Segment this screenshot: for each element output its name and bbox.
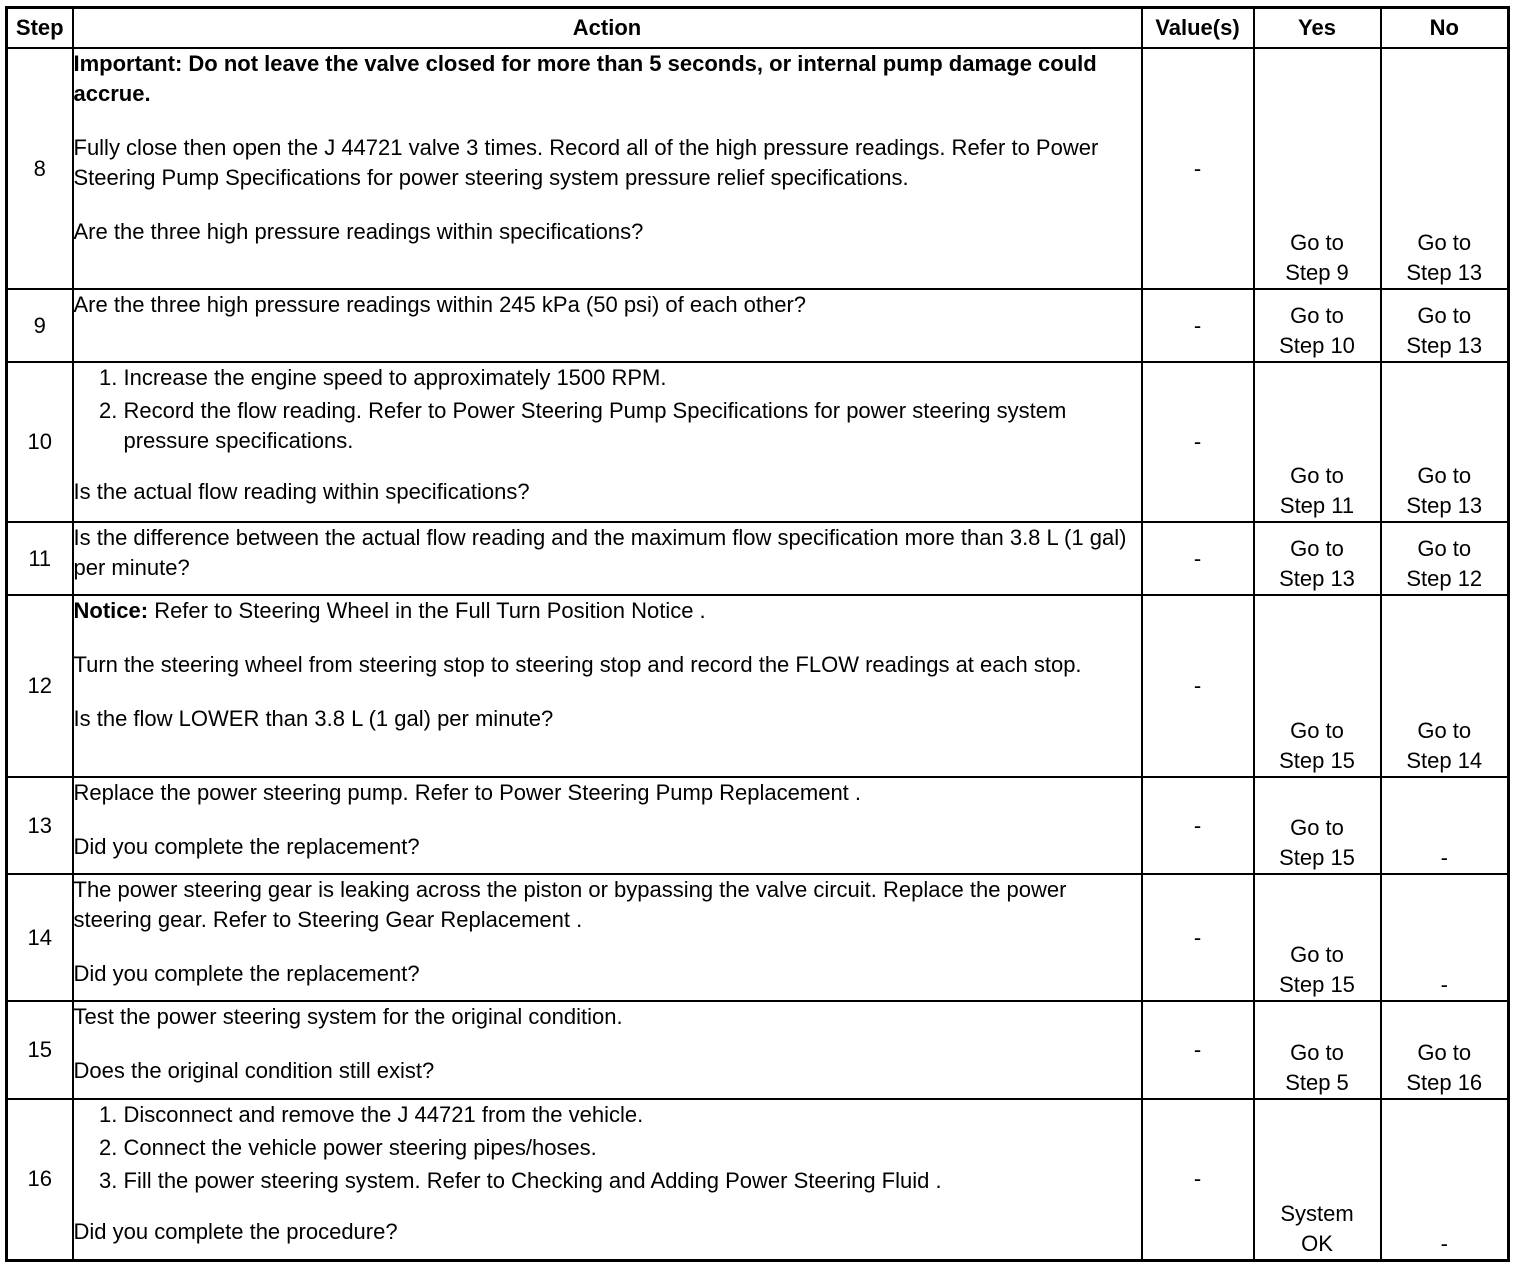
yes-line-1: Go to <box>1290 536 1344 561</box>
value-cell: - <box>1142 362 1254 522</box>
step-number: 11 <box>7 522 73 595</box>
yes-cell <box>1254 48 1381 289</box>
procedure-list <box>74 1100 1141 1196</box>
yes-cell <box>1254 595 1381 777</box>
header-row <box>7 8 1509 49</box>
table-row <box>7 362 1509 522</box>
instruction-text: Test the power steering system for the original condition. <box>73 1004 623 1029</box>
no-cell <box>1381 48 1509 289</box>
yes-line-2: Step 11 <box>1279 493 1355 518</box>
header-no: No <box>1381 8 1509 49</box>
no-cell <box>1381 289 1509 362</box>
no-cell <box>1381 362 1509 522</box>
no-line-2: Step 13 <box>1406 260 1483 285</box>
yes-line-1: Go to <box>1290 303 1344 328</box>
value-cell: - <box>1142 522 1254 595</box>
yes-line-2: OK <box>1301 1230 1333 1256</box>
question-text: Did you complete the procedure? <box>73 1219 398 1244</box>
list-item: 2. Connect the vehicle power steering pipes/hoses. <box>124 1133 1141 1163</box>
notice-label: Notice: <box>73 598 149 623</box>
table-row <box>7 595 1509 777</box>
notice-text: Refer to Steering Wheel in the Full Turn Position Notice . <box>154 598 706 623</box>
yes-line-1: Go to <box>1290 230 1344 255</box>
value-cell: - <box>1142 289 1254 362</box>
procedure-list <box>74 363 1141 456</box>
table-row <box>7 874 1509 1001</box>
important-note <box>74 49 1141 109</box>
yes-line-2: Step 15 <box>1279 748 1355 773</box>
yes-line-1: Go to <box>1290 718 1344 743</box>
table-row <box>7 289 1509 362</box>
yes-line-2: Step 10 <box>1279 333 1355 358</box>
no-line-2: Step 12 <box>1406 566 1483 591</box>
instruction-text: Fully close then open the J 44721 valve 3 times. Record all of the high pressure readings. Refer to Power Steering Pump Specifications for power steering system pressure relief specifications. <box>73 135 1099 190</box>
action-cell <box>73 1099 1142 1260</box>
instruction-text: Replace the power steering pump. Refer to Power Steering Pump Replacement . <box>73 780 862 805</box>
step-number: 9 <box>7 289 73 362</box>
step-number: 16 <box>7 1099 73 1260</box>
no-cell <box>1381 595 1509 777</box>
step-number: 13 <box>7 777 73 874</box>
notice-note <box>74 596 1141 626</box>
step-number: 15 <box>7 1001 73 1099</box>
no-cell <box>1381 777 1509 874</box>
list-item: 2. Record the flow reading. Refer to Power Steering Pump Specifications for power steering system pressure specifications. <box>124 396 1141 456</box>
question-text: Are the three high pressure readings within 245 kPa (50 psi) of each other? <box>73 292 807 317</box>
header-yes: Yes <box>1254 8 1381 49</box>
value-cell: - <box>1142 595 1254 777</box>
question-text: Is the difference between the actual flow reading and the maximum flow specification more than 3.8 L (1 gal) per minute? <box>73 525 1127 580</box>
no-line-2: Step 14 <box>1406 748 1483 773</box>
important-text: Do not leave the valve closed for more than 5 seconds, or internal pump damage could accrue. <box>73 51 1097 106</box>
yes-cell <box>1254 362 1381 522</box>
action-cell <box>73 522 1142 595</box>
action-cell <box>73 874 1142 1001</box>
action-cell <box>73 362 1142 522</box>
yes-line-1: Go to <box>1290 463 1344 488</box>
important-label: Important: <box>73 51 183 76</box>
no-line-1: Go to <box>1417 536 1472 561</box>
yes-cell <box>1254 522 1381 595</box>
yes-line-1: Go to <box>1290 815 1344 840</box>
no-cell <box>1381 522 1509 595</box>
no-cell <box>1381 1001 1509 1099</box>
value-cell: - <box>1142 777 1254 874</box>
yes-cell <box>1254 1001 1381 1099</box>
no-line-1: Go to <box>1417 1040 1472 1065</box>
yes-cell <box>1254 777 1381 874</box>
no-line-1: Go to <box>1417 718 1472 743</box>
step-number: 12 <box>7 595 73 777</box>
step-number: 8 <box>7 48 73 289</box>
step-number: 10 <box>7 362 73 522</box>
no-line-1: Go to <box>1417 230 1472 255</box>
yes-line-1: Go to <box>1290 942 1344 967</box>
no-line-2: Step 13 <box>1406 493 1483 518</box>
no-line-2: Step 16 <box>1406 1070 1483 1095</box>
no-line-1: - <box>1440 1230 1448 1256</box>
table-row <box>7 48 1509 289</box>
question-text: Is the flow LOWER than 3.8 L (1 gal) per minute? <box>73 706 554 731</box>
question-text: Did you complete the replacement? <box>73 834 420 859</box>
list-item: 1. Increase the engine speed to approximately 1500 RPM. <box>124 363 1141 393</box>
yes-line-2: Step 15 <box>1279 845 1355 870</box>
value-cell: - <box>1142 48 1254 289</box>
header-action: Action <box>73 8 1142 49</box>
table-row <box>7 522 1509 595</box>
action-cell <box>73 1001 1142 1099</box>
table-row <box>7 1001 1509 1099</box>
yes-line-2: Step 5 <box>1285 1070 1349 1095</box>
yes-line-1: System <box>1280 1200 1354 1226</box>
action-cell <box>73 48 1142 289</box>
table-row <box>7 777 1509 874</box>
header-step: Step <box>7 8 73 49</box>
yes-line-2: Step 15 <box>1279 972 1355 997</box>
action-cell <box>73 777 1142 874</box>
value-cell: - <box>1142 874 1254 1001</box>
value-cell: - <box>1142 1099 1254 1260</box>
header-values: Value(s) <box>1142 8 1254 49</box>
yes-line-2: Step 13 <box>1279 566 1355 591</box>
no-line-1: Go to <box>1417 303 1472 328</box>
list-item: 3. Fill the power steering system. Refer to Checking and Adding Power Steering Fluid . <box>124 1166 1141 1196</box>
instruction-text: Turn the steering wheel from steering stop to steering stop and record the FLOW readings at each stop. <box>73 652 1082 677</box>
action-cell <box>73 289 1142 362</box>
question-text: Did you complete the replacement? <box>73 961 420 986</box>
step-number: 14 <box>7 874 73 1001</box>
no-line-1: - <box>1440 845 1448 870</box>
no-cell <box>1381 1099 1509 1260</box>
no-line-1: Go to <box>1417 463 1472 488</box>
instruction-text: The power steering gear is leaking across the piston or bypassing the valve circuit. Replace the power steering gear. Refer to Steering Gear Replacement . <box>73 877 1067 932</box>
yes-line-2: Step 9 <box>1285 260 1349 285</box>
question-text: Does the original condition still exist? <box>73 1058 435 1083</box>
diagnostic-table <box>5 6 1510 1262</box>
yes-line-1: Go to <box>1290 1040 1344 1065</box>
table-row <box>7 1099 1509 1260</box>
no-line-2: Step 13 <box>1406 333 1483 358</box>
value-cell: - <box>1142 1001 1254 1099</box>
question-text: Are the three high pressure readings within specifications? <box>73 219 644 244</box>
no-line-1: - <box>1440 972 1448 997</box>
action-cell <box>73 595 1142 777</box>
list-item: 1. Disconnect and remove the J 44721 from the vehicle. <box>124 1100 1141 1130</box>
yes-cell <box>1254 1099 1381 1260</box>
no-cell <box>1381 874 1509 1001</box>
yes-cell <box>1254 874 1381 1001</box>
yes-cell <box>1254 289 1381 362</box>
question-text: Is the actual flow reading within specifications? <box>73 479 530 504</box>
